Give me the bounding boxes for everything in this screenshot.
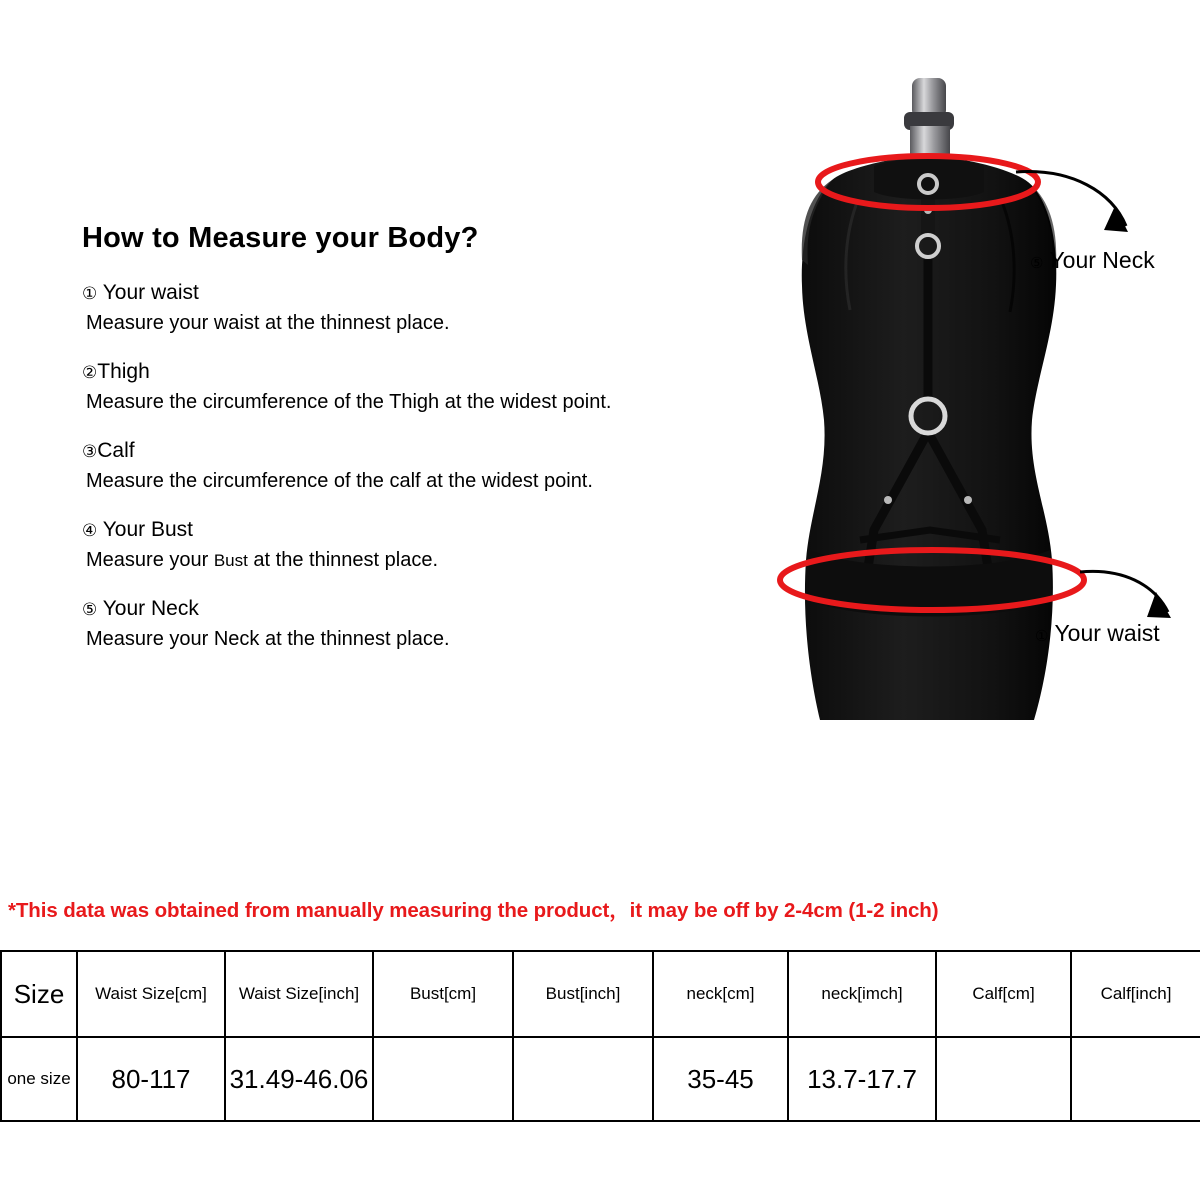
callout-neck-number: ⑤: [1030, 255, 1044, 272]
instruction-body-post: at the thinnest place.: [247, 549, 439, 571]
callout-neck-label: Your Neck: [1049, 247, 1155, 273]
instruction-number: ⑤: [82, 600, 98, 619]
table-cell-neck-inch: 13.7-17.7: [788, 1037, 936, 1121]
instruction-title: [82, 360, 662, 384]
collar: [874, 159, 984, 200]
table-header-cell: Waist Size[cm]: [77, 951, 225, 1037]
disclaimer-text: *This data was obtained from manually measuring the product，it may be off by 2-4cm (1-2 inch): [8, 899, 939, 922]
table-header-cell: Size: [1, 951, 77, 1037]
table-header-cell: Bust[cm]: [373, 951, 513, 1037]
waist-callout-arrow: [1080, 571, 1171, 618]
instruction-label: Your Bust: [102, 518, 194, 541]
table-header-cell: Waist Size[inch]: [225, 951, 373, 1037]
instruction-body: Measure your Neck at the thinnest place.: [86, 628, 450, 650]
table-header-cell: Calf[inch]: [1071, 951, 1200, 1037]
instruction-body: Measure the circumference of the calf at the widest point.: [86, 470, 593, 492]
mannequin-illustration: [660, 60, 1200, 780]
instruction-item-waist: [82, 281, 662, 338]
table-cell-waist-cm: 80-117: [77, 1037, 225, 1121]
table-header-cell: neck[cm]: [653, 951, 788, 1037]
page-title: How to Measure your Body?: [82, 222, 479, 254]
table-cell-size: one size: [1, 1037, 77, 1121]
table-cell-waist-inch: 31.49-46.06: [225, 1037, 373, 1121]
instruction-body-pre: Measure your: [86, 549, 214, 571]
instruction-title: [82, 439, 662, 463]
callout-waist: [1035, 620, 1160, 647]
table-header-row: [1, 951, 1200, 1037]
instruction-label: Calf: [97, 439, 135, 462]
table-header-cell: Bust[inch]: [513, 951, 653, 1037]
table-cell-neck-cm: 35-45: [653, 1037, 788, 1121]
table-cell-bust-cm: [373, 1037, 513, 1121]
instruction-body-emphasis: Bust: [213, 551, 248, 570]
table-header-cell: neck[imch]: [788, 951, 936, 1037]
instruction-item-calf: [82, 439, 662, 496]
instruction-body: [82, 546, 662, 575]
callout-neck: [1030, 247, 1155, 274]
instruction-label: Thigh: [97, 360, 150, 383]
callout-waist-label: Your waist: [1054, 620, 1160, 646]
table-cell-calf-inch: [1071, 1037, 1200, 1121]
instruction-item-neck: [82, 597, 662, 654]
instruction-item-bust: [82, 518, 662, 575]
instruction-number: ①: [82, 284, 98, 303]
instruction-label: Your Neck: [102, 597, 199, 620]
table-cell-calf-cm: [936, 1037, 1071, 1121]
instructions-block: [82, 222, 662, 676]
instruction-number: ④: [82, 521, 98, 540]
instruction-title: [82, 281, 662, 305]
table-cell-bust-inch: [513, 1037, 653, 1121]
instruction-item-thigh: [82, 360, 662, 417]
table-header-cell: Calf[cm]: [936, 951, 1071, 1037]
instruction-body: Measure your waist at the thinnest place.: [86, 312, 450, 334]
callout-waist-number: ①: [1035, 628, 1049, 645]
instruction-title: [82, 518, 662, 542]
instruction-number: ②: [82, 363, 98, 382]
table-row: [1, 1037, 1200, 1121]
instruction-title: [82, 597, 662, 621]
instruction-number: ③: [82, 442, 98, 461]
instruction-label: Your waist: [102, 281, 199, 304]
size-chart-table: [0, 950, 1200, 1122]
instruction-body: Measure the circumference of the Thigh at the widest point.: [86, 391, 612, 413]
